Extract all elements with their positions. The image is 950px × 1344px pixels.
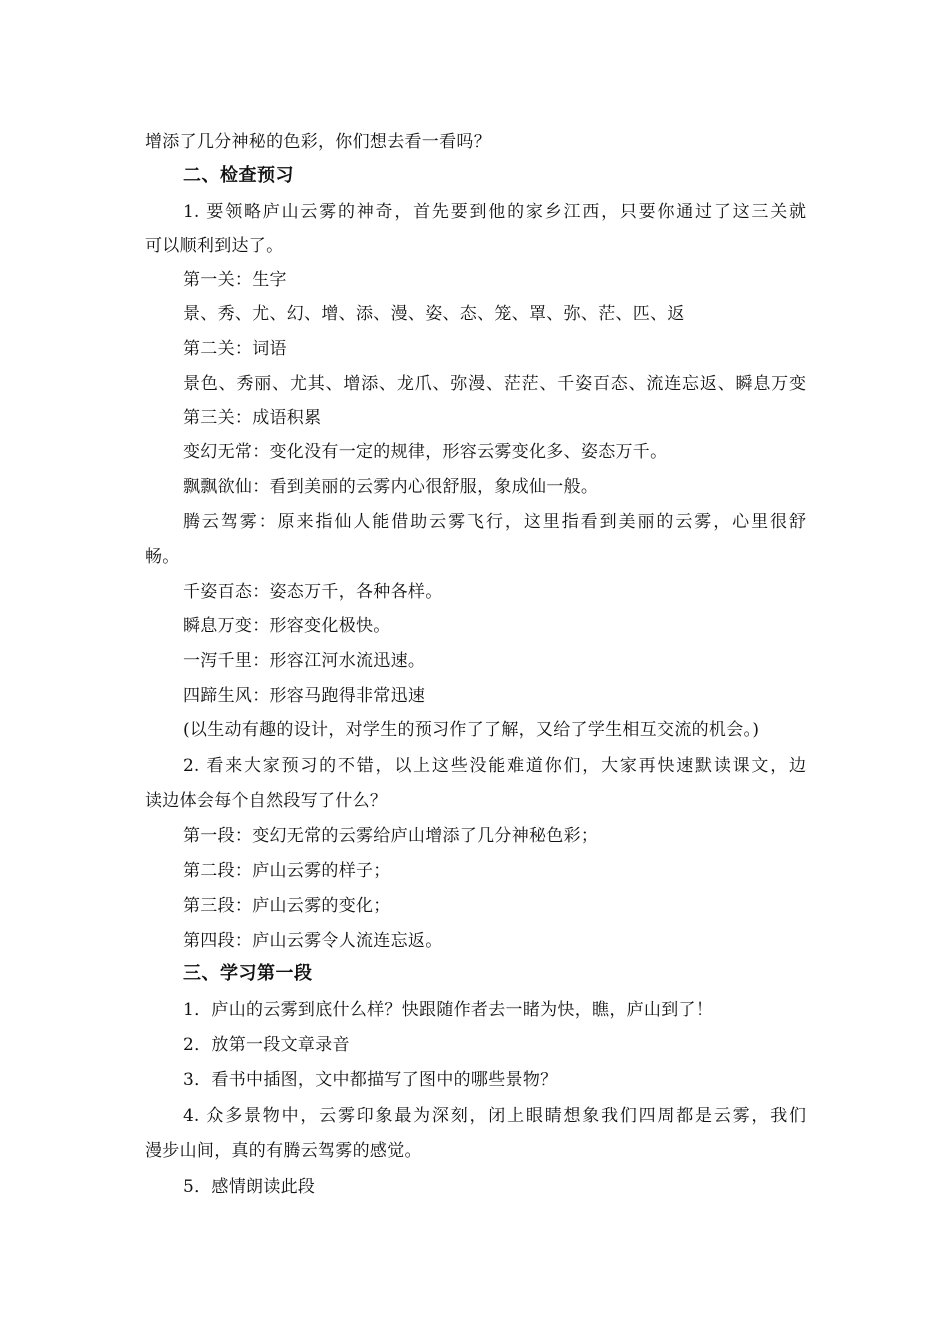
study-step-continuation: 漫步山间，真的有腾云驾雾的感觉。 xyxy=(145,1141,422,1161)
paragraph-summary: 第三段：庐山云雾的变化； xyxy=(183,896,391,916)
item2-line1: 2. 看来大家预习的不错，以上这些没能难道你们，大家再快速默读课文，边 xyxy=(183,756,806,776)
idiom-item-continuation: 畅。 xyxy=(145,547,180,567)
study-step: 1．庐山的云雾到底什么样？快跟随作者去一睹为快，瞧，庐山到了！ xyxy=(183,1000,714,1020)
paragraph-summary: 第二段：庐山云雾的样子； xyxy=(183,861,391,881)
idiom-item: 千姿百态：姿态万千，各种各样。 xyxy=(183,582,443,602)
teaching-note: (以生动有趣的设计，对学生的预习作了了解，又给了学生相互交流的机会。) xyxy=(183,720,760,740)
idiom-item: 飘飘欲仙：看到美丽的云雾内心很舒服，象成仙一般。 xyxy=(183,477,599,497)
idiom-item: 变幻无常：变化没有一定的规律，形容云雾变化多、姿态万千。 xyxy=(183,442,668,462)
study-step: 4. 众多景物中，云雾印象最为深刻，闭上眼睛想象我们四周都是云雾，我们 xyxy=(183,1106,806,1126)
study-step: 3．看书中插图，文中都描写了图中的哪些景物？ xyxy=(183,1070,558,1090)
section-heading-check-preview: 二、检查预习 xyxy=(183,165,294,186)
study-step: 5．感情朗读此段 xyxy=(183,1177,316,1197)
level2-content: 景色、秀丽、尤其、增添、龙爪、弥漫、茫茫、千姿百态、流连忘返、瞬息万变 xyxy=(183,374,806,394)
idiom-item: 四蹄生风：形容马跑得非常迅速 xyxy=(183,686,426,706)
level1-label: 第一关：生字 xyxy=(183,270,287,290)
item2-line2: 读边体会每个自然段写了什么？ xyxy=(145,791,388,811)
item1-line2: 可以顺利到达了。 xyxy=(145,236,284,256)
item1-line1: 1. 要领略庐山云雾的神奇，首先要到他的家乡江西，只要你通过了这三关就 xyxy=(183,202,806,222)
section-heading-study-first-paragraph: 三、学习第一段 xyxy=(183,963,313,984)
intro-line: 增添了几分神秘的色彩，你们想去看一看吗？ xyxy=(145,132,491,152)
idiom-item: 瞬息万变：形容变化极快。 xyxy=(183,616,391,636)
level3-label: 第三关：成语积累 xyxy=(183,408,322,428)
study-step: 2．放第一段文章录音 xyxy=(183,1035,350,1055)
level2-label: 第二关：词语 xyxy=(183,339,287,359)
paragraph-summary: 第四段：庐山云雾令人流连忘返。 xyxy=(183,931,443,951)
paragraph-summary: 第一段：变幻无常的云雾给庐山增添了几分神秘色彩； xyxy=(183,826,599,846)
idiom-item: 腾云驾雾：原来指仙人能借助云雾飞行，这里指看到美丽的云雾，心里很舒 xyxy=(183,512,806,532)
idiom-item: 一泻千里：形容江河水流迅速。 xyxy=(183,651,426,671)
level1-content: 景、秀、尤、幻、增、添、漫、姿、态、笼、罩、弥、茫、匹、返 xyxy=(183,304,685,324)
